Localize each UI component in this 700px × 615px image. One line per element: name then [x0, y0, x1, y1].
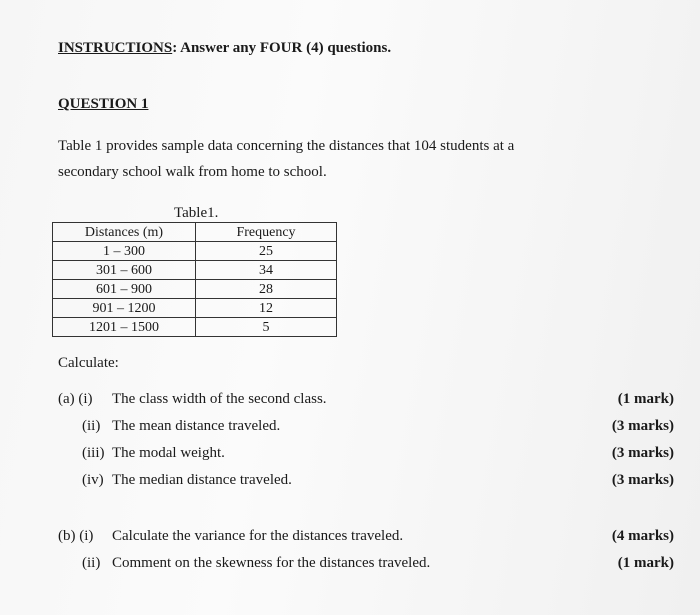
table-caption: Table1. — [174, 205, 219, 221]
distance-cell: 1201 – 1500 — [53, 318, 196, 337]
calculate-label: Calculate: — [58, 355, 119, 371]
part-prefix: (iii) — [82, 445, 105, 461]
question-part-a-ii — [0, 418, 700, 438]
header-distances: Distances (m) — [53, 223, 196, 242]
part-marks: (3 marks) — [611, 418, 674, 434]
table-row — [53, 242, 337, 261]
distance-cell: 301 – 600 — [53, 261, 196, 280]
frequency-cell: 28 — [196, 280, 337, 299]
distance-frequency-table — [52, 222, 337, 337]
intro-line-1: Table 1 provides sample data concerning the distances that 104 students at a — [58, 138, 515, 154]
question-intro — [58, 133, 578, 185]
table-row — [53, 299, 337, 318]
part-prefix: (iv) — [82, 472, 104, 488]
part-prefix: (ii) — [82, 418, 101, 434]
part-text: Comment on the skewness for the distances traveled. — [112, 555, 431, 571]
question-part-b-i — [0, 528, 700, 548]
distance-cell: 901 – 1200 — [53, 299, 196, 318]
instructions-text: : Answer any FOUR (4) questions. — [172, 40, 392, 56]
instructions-label: INSTRUCTIONS — [58, 40, 173, 56]
frequency-cell: 25 — [196, 242, 337, 261]
part-marks: (1 mark) — [617, 391, 674, 407]
part-marks: (4 marks) — [611, 528, 674, 544]
frequency-cell: 34 — [196, 261, 337, 280]
part-text: The modal weight. — [112, 445, 225, 461]
question-part-b-ii — [0, 555, 700, 575]
table-header-row — [53, 223, 337, 242]
frequency-cell: 12 — [196, 299, 337, 318]
part-text: The class width of the second class. — [112, 391, 327, 407]
table-row — [53, 318, 337, 337]
question-part-a-iv — [0, 472, 700, 492]
part-prefix: (ii) — [82, 555, 101, 571]
part-marks: (3 marks) — [611, 472, 674, 488]
distance-cell: 1 – 300 — [53, 242, 196, 261]
distance-cell: 601 – 900 — [53, 280, 196, 299]
part-prefix: (a) (i) — [58, 391, 93, 407]
instructions-line — [58, 40, 391, 57]
question-part-a-iii — [0, 445, 700, 465]
table-row — [53, 280, 337, 299]
table-row — [53, 261, 337, 280]
part-marks: (1 mark) — [617, 555, 674, 571]
intro-line-2: secondary school walk from home to school. — [58, 164, 327, 180]
part-prefix: (b) (i) — [58, 528, 94, 544]
frequency-cell: 5 — [196, 318, 337, 337]
question-part-a-i — [0, 391, 700, 411]
part-text: Calculate the variance for the distances traveled. — [112, 528, 404, 544]
part-text: The median distance traveled. — [112, 472, 292, 488]
question-title: QUESTION 1 — [58, 96, 149, 112]
header-frequency: Frequency — [196, 223, 337, 242]
part-text: The mean distance traveled. — [112, 418, 281, 434]
part-marks: (3 marks) — [611, 445, 674, 461]
